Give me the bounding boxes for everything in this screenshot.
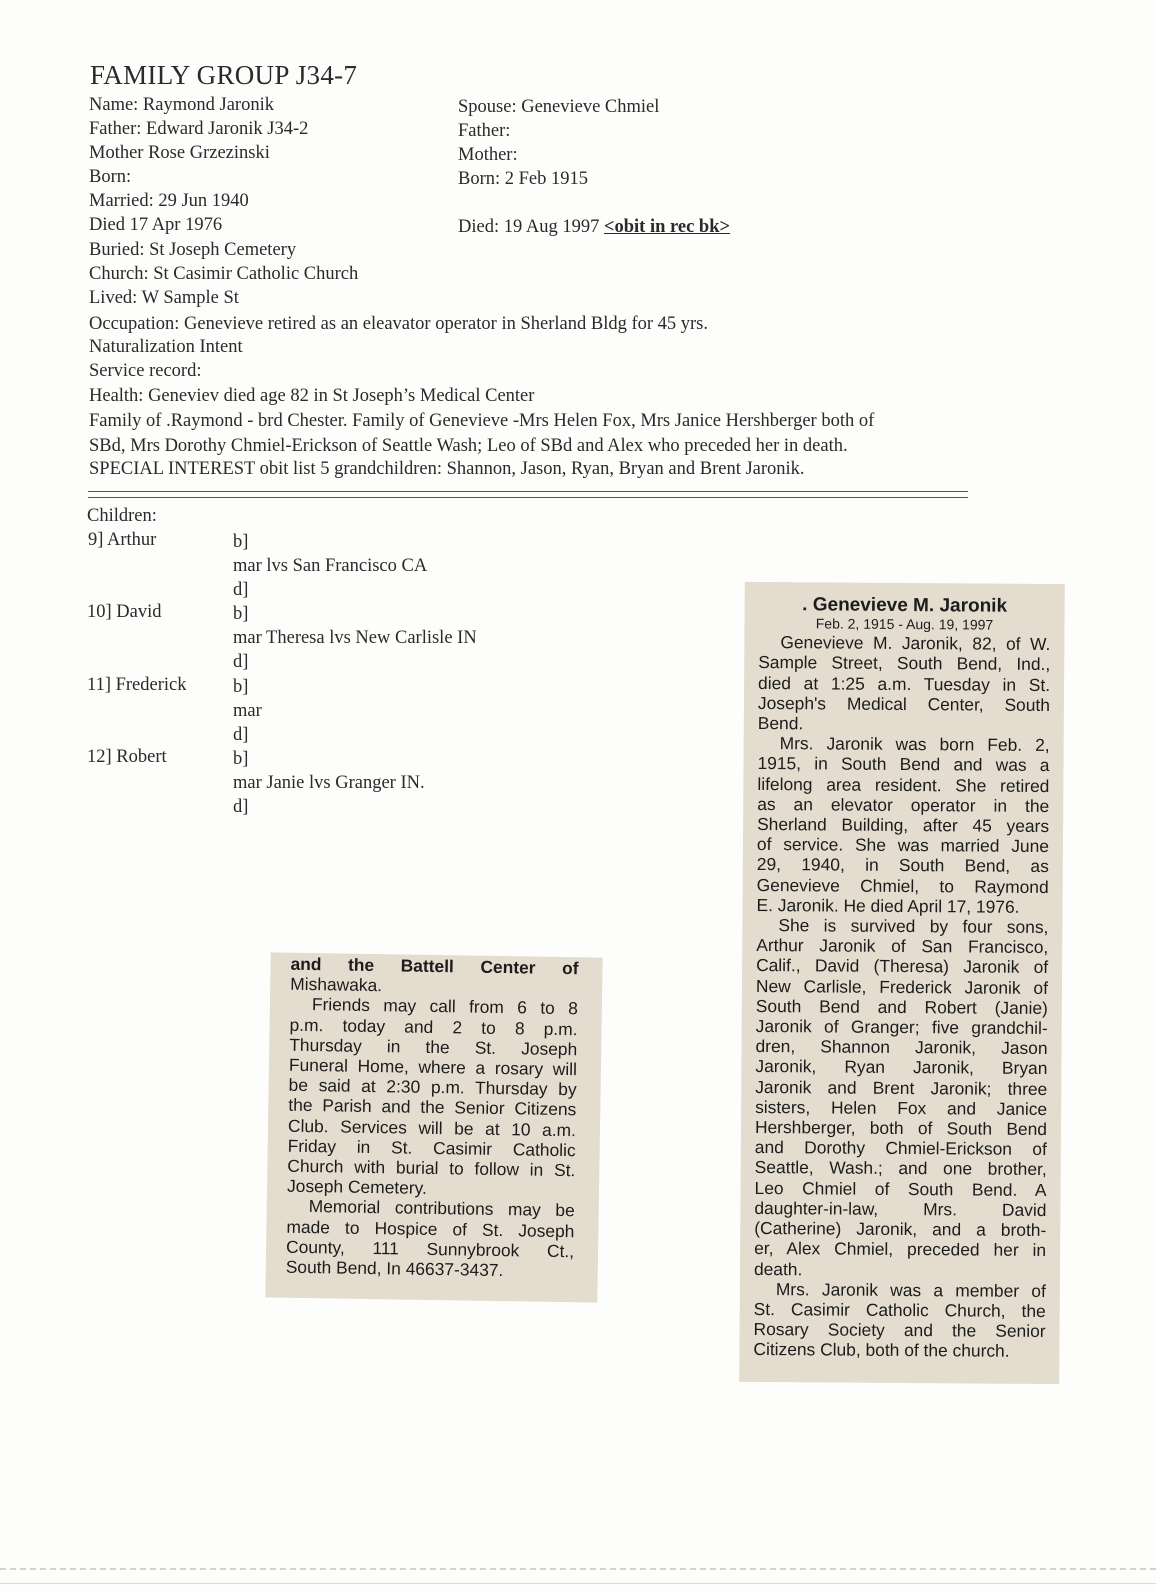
naturalization: Naturalization Intent	[89, 337, 243, 357]
children-label: Children:	[87, 506, 157, 526]
child-4-born: b]	[233, 749, 249, 769]
special-interest: SPECIAL INTEREST obit list 5 grandchildren: Shannon, Jason, Ryan, Bryan and Brent Jaronik.	[89, 459, 805, 479]
child-3-married: mar	[233, 701, 262, 721]
clip2-membership-line: Mrs. Jaronik was a member of	[775, 1278, 1046, 1301]
child-2-name: 10] David	[87, 602, 162, 622]
obituary-name: . Genevieve M. Jaronik	[802, 594, 1008, 617]
obituary-clipping-continued	[265, 952, 602, 1302]
clip2-paragraph-membership	[753, 1279, 1046, 1362]
clip2-death-line: Bend.	[757, 713, 804, 734]
health: Health: Geneviev died age 82 in St Joseph’s Medical Center	[89, 386, 535, 406]
clip1-visitation-line: Thursday in the St. Joseph	[289, 1034, 578, 1060]
clip2-survivors-line: daughter-in-law, Mrs. David	[754, 1197, 1047, 1220]
clip2-paragraph-survivors	[754, 915, 1049, 1281]
clip2-membership-line: Citizens Club, both of the church.	[753, 1339, 1010, 1362]
clip1-paragraph-memorial	[286, 1196, 575, 1281]
clip1-visitation-line: Friday in St. Casimir Catholic	[287, 1135, 576, 1161]
family-line-2: SBd, Mrs Dorothy Chmiel-Erickson of Seattle Wash; Leo of SBd and Alex who preceded her in death.	[89, 436, 848, 456]
husband-born: Born:	[89, 167, 132, 187]
clip2-life-line: lifelong area resident. She retired	[757, 773, 1050, 796]
husband-mother: Mother Rose Grzezinski	[89, 143, 270, 163]
occupation: Occupation: Genevieve retired as an eleavator operator in Sherland Bldg for 45 yrs.	[89, 314, 709, 334]
clip1-memorial-line: made to Hospice of St. Joseph	[286, 1216, 575, 1241]
clip2-paragraph-life	[756, 733, 1049, 917]
spouse-born: Born: 2 Feb 1915	[458, 169, 589, 189]
clip1-memorial-line: County, 111 Sunnybrook Ct.,	[285, 1236, 575, 1262]
clip1-visitation-line: Friends may call from 6 to 8	[311, 994, 579, 1019]
clip1-paragraph-visitation	[287, 994, 578, 1201]
obituary-clipping-main	[739, 582, 1065, 1384]
clip2-survivors-line: New Carlisle, Frederick Jaronik of	[755, 975, 1049, 998]
husband-name: Name: Raymond Jaronik	[89, 95, 274, 115]
clip1-visitation-line: Club. Services will be at 10 a.m.	[287, 1115, 577, 1140]
clip2-survivors-line: Jaronik and Brent Jaronik; three	[755, 1076, 1048, 1099]
clip1-visitation-line: be said at 2:30 p.m. Thursday by	[288, 1074, 577, 1100]
obit-link[interactable]: <obit in rec bk>	[603, 217, 731, 237]
clip2-life-line: Mrs. Jaronik was born Feb. 2,	[779, 733, 1050, 756]
clip2-survivors-line: South Bend and Robert (Janie)	[755, 995, 1048, 1018]
child-2-born: b]	[233, 604, 249, 624]
spouse-mother: Mother:	[458, 145, 518, 165]
child-1-name: 9] Arthur	[88, 530, 157, 550]
section-divider	[88, 491, 968, 498]
clip2-survivors-line: Jaronik, Ryan Jaronik, Bryan	[755, 1056, 1048, 1079]
clip2-survivors-line: Seattle, Wash.; and one brother,	[754, 1157, 1047, 1180]
clip2-survivors-line: er, Alex Chmiel, preceded her in	[754, 1238, 1047, 1261]
clip2-membership-line: St. Casimir Catholic Church, the	[753, 1298, 1046, 1321]
clip2-survivors-line: and Dorothy Chmiel-Erickson of	[754, 1137, 1047, 1160]
clip2-survivors-line: Hershberger, both of South Bend	[754, 1117, 1048, 1140]
clip2-life-line: of service. She was married June	[756, 834, 1050, 857]
child-4-married: mar Janie lvs Granger IN.	[233, 773, 425, 793]
church: Church: St Casimir Catholic Church	[89, 264, 359, 284]
clip2-life-line: E. Jaronik. He died April 17, 1976.	[756, 894, 1020, 917]
clip2-life-line: Genevieve Chmiel, to Raymond	[756, 874, 1049, 897]
clip2-life-line: 29, 1940, in South Bend, as	[756, 854, 1049, 877]
clip1-visitation-line: Church with burial to follow in St.	[287, 1155, 576, 1181]
page-title: FAMILY GROUP J34-7	[90, 60, 358, 90]
clip1-visitation-line: p.m. today and 2 to 8 p.m.	[289, 1014, 578, 1039]
clip2-survivors-line: dren, Shannon Jaronik, Jason	[755, 1036, 1048, 1059]
family-line-1: Family of .Raymond - brd Chester. Family of Genevieve -Mrs Helen Fox, Mrs Janice Hershberger both of	[89, 411, 875, 431]
obituary-dates: Feb. 2, 1915 - Aug. 19, 1997	[815, 615, 994, 633]
service-record: Service record:	[89, 361, 202, 381]
scan-edge-bottom	[0, 1583, 1156, 1584]
child-3-name: 11] Frederick	[87, 675, 187, 695]
spouse-father: Father:	[458, 121, 511, 141]
spouse-died	[458, 218, 730, 237]
scan-edge-top	[0, 1568, 1156, 1570]
husband-father: Father: Edward Jaronik J34-2	[89, 119, 309, 139]
child-3-born: b]	[233, 677, 249, 697]
child-4-name: 12] Robert	[87, 747, 167, 767]
clip1-memorial-line: South Bend, In 46637-3437.	[285, 1256, 504, 1281]
clip2-membership-line: Rosary Society and the Senior	[753, 1319, 1046, 1342]
clip2-survivors-line: (Catherine) Jaronik, and a broth-	[754, 1218, 1047, 1241]
clip2-death-line: Genevieve M. Jaronik, 82, of W.	[780, 632, 1051, 655]
clip2-survivors-line: death.	[753, 1258, 803, 1279]
clip1-visitation-line: Joseph Cemetery.	[286, 1175, 428, 1199]
clip1-visitation-line: the Parish and the Senior Citizens	[288, 1095, 577, 1120]
clip2-death-line: died at 1:25 a.m. Tuesday in St.	[758, 672, 1051, 695]
clip2-survivors-line: She is survived by four sons,	[778, 915, 1049, 938]
clip2-survivors-line: sisters, Helen Fox and Janice	[755, 1096, 1048, 1119]
clip1-line-2: Mishawaka.	[290, 973, 383, 996]
clip1-line-1: and the Battell Center of	[290, 953, 579, 979]
clip2-life-line: Sherland Building, after 45 years	[757, 814, 1050, 837]
buried: Buried: St Joseph Cemetery	[89, 240, 297, 260]
clip2-survivors-line: Jaronik of Granger; five grandchil-	[755, 1016, 1048, 1039]
clip1-visitation-line: Funeral Home, where a rosary will	[288, 1054, 578, 1080]
spouse-died-text: Died: 19 Aug 1997	[458, 217, 604, 237]
child-3-died: d]	[233, 725, 249, 745]
clip2-survivors-line: Arthur Jaronik of San Francisco,	[756, 935, 1049, 958]
clip2-life-line: as an elevator operator in the	[757, 793, 1050, 816]
child-2-died: d]	[233, 652, 249, 672]
child-1-born: b]	[233, 532, 249, 552]
clip2-paragraph-death	[758, 632, 1051, 735]
marriage-date: Married: 29 Jun 1940	[89, 191, 249, 211]
husband-died: Died 17 Apr 1976	[89, 215, 223, 235]
clip2-death-line: Joseph's Medical Center, South	[757, 692, 1051, 715]
child-1-married: mar lvs San Francisco CA	[233, 556, 428, 576]
clip1-memorial-line: Memorial contributions may be	[308, 1196, 575, 1221]
spouse-name: Spouse: Genevieve Chmiel	[458, 97, 660, 117]
child-2-married: mar Theresa lvs New Carlisle IN	[233, 628, 477, 648]
clip2-survivors-line: Leo Chmiel of South Bend. A	[754, 1177, 1047, 1200]
child-4-died: d]	[233, 797, 249, 817]
clip2-death-line: Sample Street, South Bend, Ind.,	[758, 652, 1051, 675]
child-1-died: d]	[233, 580, 249, 600]
clip2-survivors-line: Calif., David (Theresa) Jaronik of	[756, 955, 1049, 978]
lived: Lived: W Sample St	[89, 288, 239, 308]
clip2-life-line: 1915, in South Bend and was a	[757, 753, 1050, 776]
